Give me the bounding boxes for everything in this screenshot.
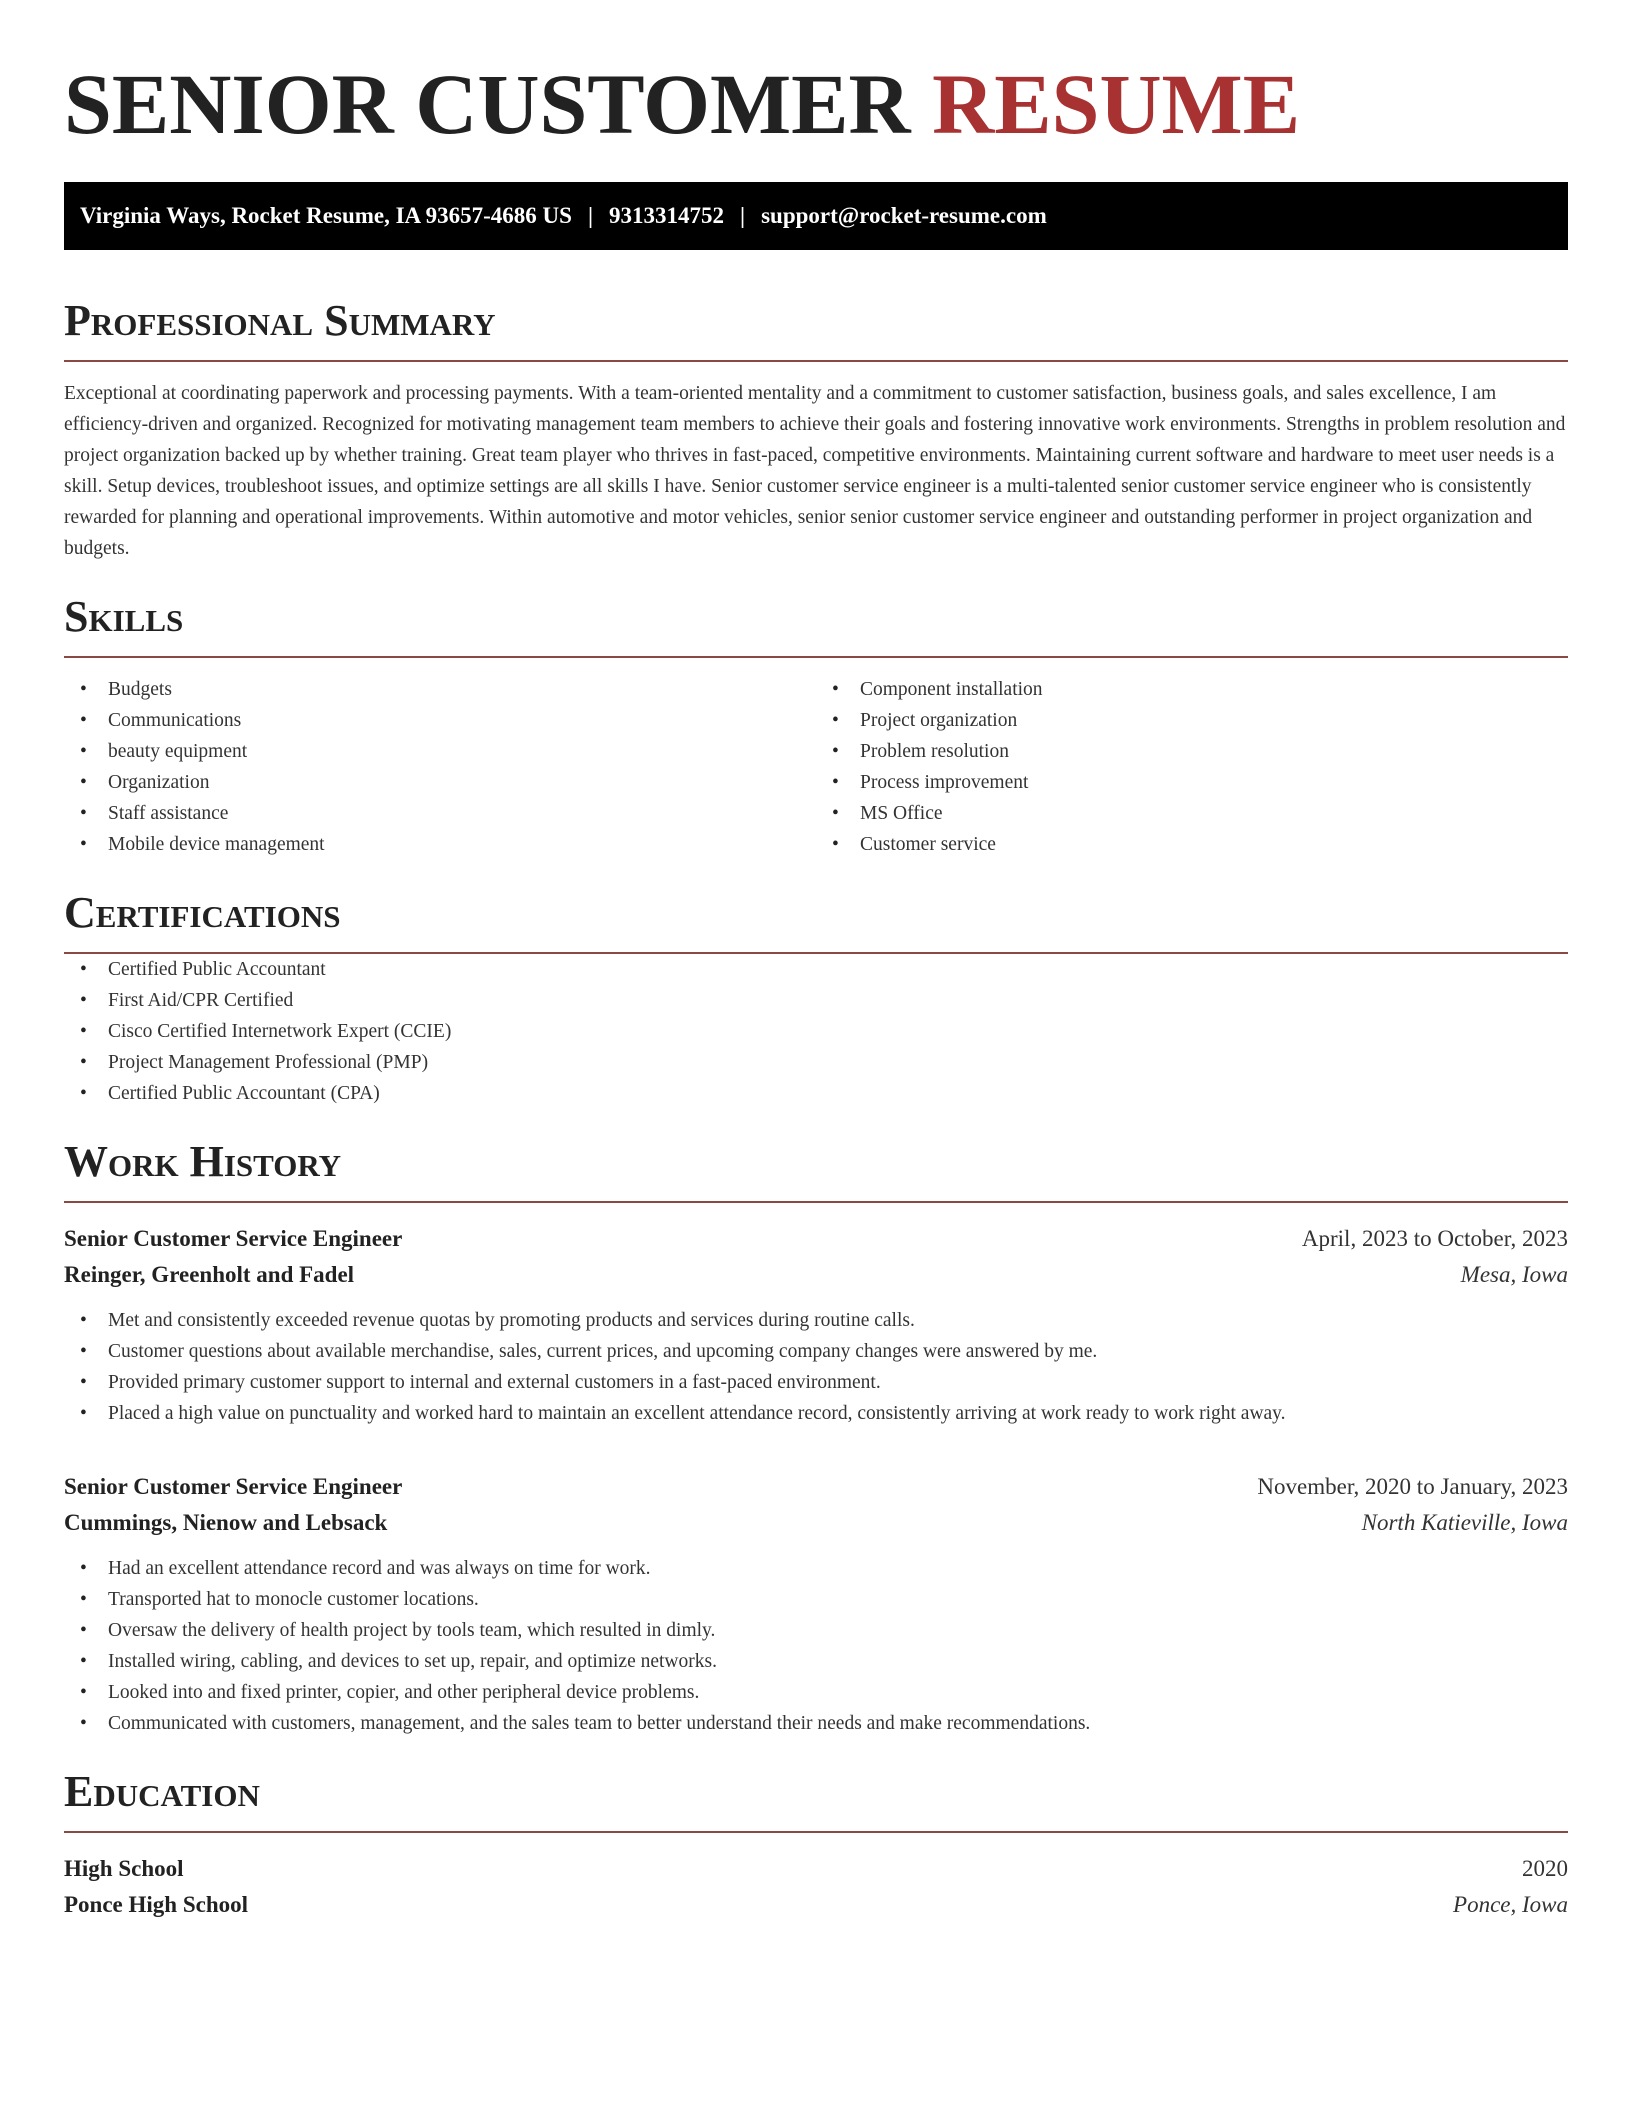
certification-item: • Cisco Certified Internetwork Expert (CCIE) xyxy=(64,1016,1568,1047)
contact-phone: 9313314752 xyxy=(609,203,725,228)
education-school: Ponce High School xyxy=(64,1892,249,1917)
skill-item: • Staff assistance xyxy=(64,798,816,829)
section-heading-summary: Professional Summary xyxy=(64,296,496,345)
contact-email: support@rocket-resume.com xyxy=(761,203,1047,228)
job-location: Mesa, Iowa xyxy=(1460,1262,1568,1287)
job-header-row xyxy=(64,1469,1568,1505)
skills-list-right xyxy=(816,674,1568,860)
contact-separator: | xyxy=(587,203,594,228)
education-school-row xyxy=(64,1887,1568,1923)
certifications-section xyxy=(64,888,1568,1109)
certification-item: • Certified Public Accountant (CPA) xyxy=(64,1078,1568,1109)
certification-item: • First Aid/CPR Certified xyxy=(64,985,1568,1016)
section-heading-work-history: Work History xyxy=(64,1137,342,1186)
education-entry xyxy=(64,1851,1568,1923)
skill-item: • MS Office xyxy=(816,798,1568,829)
section-divider xyxy=(64,656,1568,658)
job-title: Senior Customer Service Engineer xyxy=(64,1226,403,1251)
job-bullet: • Met and consistently exceeded revenue quotas by promoting products and services during routine calls. xyxy=(64,1305,1568,1336)
title-main: SENIOR CUSTOMER xyxy=(64,56,911,152)
skills-grid xyxy=(64,674,1568,860)
skill-item: • Mobile device management xyxy=(64,829,816,860)
work-history-section xyxy=(64,1137,1568,1739)
job-bullet: • Looked into and fixed printer, copier, and other peripheral device problems. xyxy=(64,1677,1568,1708)
job-bullet: • Had an excellent attendance record and was always on time for work. xyxy=(64,1553,1568,1584)
skill-item: • Project organization xyxy=(816,705,1568,736)
skill-item: • Budgets xyxy=(64,674,816,705)
job-header-row xyxy=(64,1221,1568,1257)
certifications-list xyxy=(64,954,1568,1109)
contact-address: Virginia Ways, Rocket Resume, IA 93657-4686 US xyxy=(80,203,572,228)
job-title: Senior Customer Service Engineer xyxy=(64,1474,403,1499)
contact-bar xyxy=(64,182,1568,250)
certification-item: • Certified Public Accountant xyxy=(64,954,1568,985)
skill-item: • beauty equipment xyxy=(64,736,816,767)
job-company-row xyxy=(64,1505,1568,1541)
skills-section xyxy=(64,592,1568,860)
job-dates: April, 2023 to October, 2023 xyxy=(1301,1226,1568,1251)
education-section xyxy=(64,1767,1568,1923)
job-bullet: • Transported hat to monocle customer locations. xyxy=(64,1584,1568,1615)
job-company: Cummings, Nienow and Lebsack xyxy=(64,1510,388,1535)
section-divider xyxy=(64,360,1568,362)
job-bullets xyxy=(64,1305,1568,1429)
job-bullet: • Communicated with customers, management, and the sales team to better understand their needs and make recommendations. xyxy=(64,1708,1568,1739)
certification-item: • Project Management Professional (PMP) xyxy=(64,1047,1568,1078)
job-location: North Katieville, Iowa xyxy=(1361,1510,1568,1535)
section-divider xyxy=(64,1831,1568,1833)
skill-item: • Component installation xyxy=(816,674,1568,705)
title-accent: RESUME xyxy=(932,56,1301,152)
job-dates: November, 2020 to January, 2023 xyxy=(1257,1474,1568,1499)
job-bullet: • Customer questions about available merchandise, sales, current prices, and upcoming company changes were answered by me. xyxy=(64,1336,1568,1367)
job-bullets xyxy=(64,1553,1568,1739)
education-year: 2020 xyxy=(1522,1856,1568,1881)
job-entry xyxy=(64,1221,1568,1429)
skill-item: • Communications xyxy=(64,705,816,736)
job-bullet: • Oversaw the delivery of health project by tools team, which resulted in dimly. xyxy=(64,1615,1568,1646)
education-degree: High School xyxy=(64,1856,184,1881)
skill-item: • Organization xyxy=(64,767,816,798)
job-company: Reinger, Greenholt and Fadel xyxy=(64,1262,355,1287)
education-location: Ponce, Iowa xyxy=(1453,1892,1568,1917)
skill-item: • Process improvement xyxy=(816,767,1568,798)
section-heading-education: Education xyxy=(64,1767,260,1816)
section-heading-certifications: Certifications xyxy=(64,888,341,937)
section-divider xyxy=(64,1201,1568,1203)
skill-item: • Problem resolution xyxy=(816,736,1568,767)
job-bullet: • Installed wiring, cabling, and devices to set up, repair, and optimize networks. xyxy=(64,1646,1568,1677)
skills-list-left xyxy=(64,674,816,860)
job-bullet: • Provided primary customer support to internal and external customers in a fast-paced environment. xyxy=(64,1367,1568,1398)
education-header-row xyxy=(64,1851,1568,1887)
job-bullet: • Placed a high value on punctuality and worked hard to maintain an excellent attendance record, consistently arriving at work ready to work right away. xyxy=(64,1398,1568,1429)
job-entry xyxy=(64,1469,1568,1739)
resume-title xyxy=(64,50,1568,158)
summary-section xyxy=(64,296,1568,564)
summary-text: Exceptional at coordinating paperwork and processing payments. With a team-oriented mentality and a commitment to customer satisfaction, business goals, and sales excellence, I am efficiency-driven and organized. Recognized for motivating management team members to achieve their goals and fostering innovative work environments. Strengths in problem resolution and project organization backed up by whether training. Great team player who thrives in fast-paced, competitive environments. Maintaining current software and hardware to meet user needs is a skill. Setup devices, troubleshoot issues, and optimize settings are all skills I have. Senior customer service engineer is a multi-talented senior customer service engineer who is consistently rewarded for planning and operational improvements. Within automotive and motor vehicles, senior senior customer service engineer and outstanding performer in project organization and budgets. xyxy=(64,383,1566,559)
section-heading-skills: Skills xyxy=(64,592,184,641)
contact-separator: | xyxy=(740,203,746,228)
skill-item: • Customer service xyxy=(816,829,1568,860)
job-company-row xyxy=(64,1257,1568,1293)
